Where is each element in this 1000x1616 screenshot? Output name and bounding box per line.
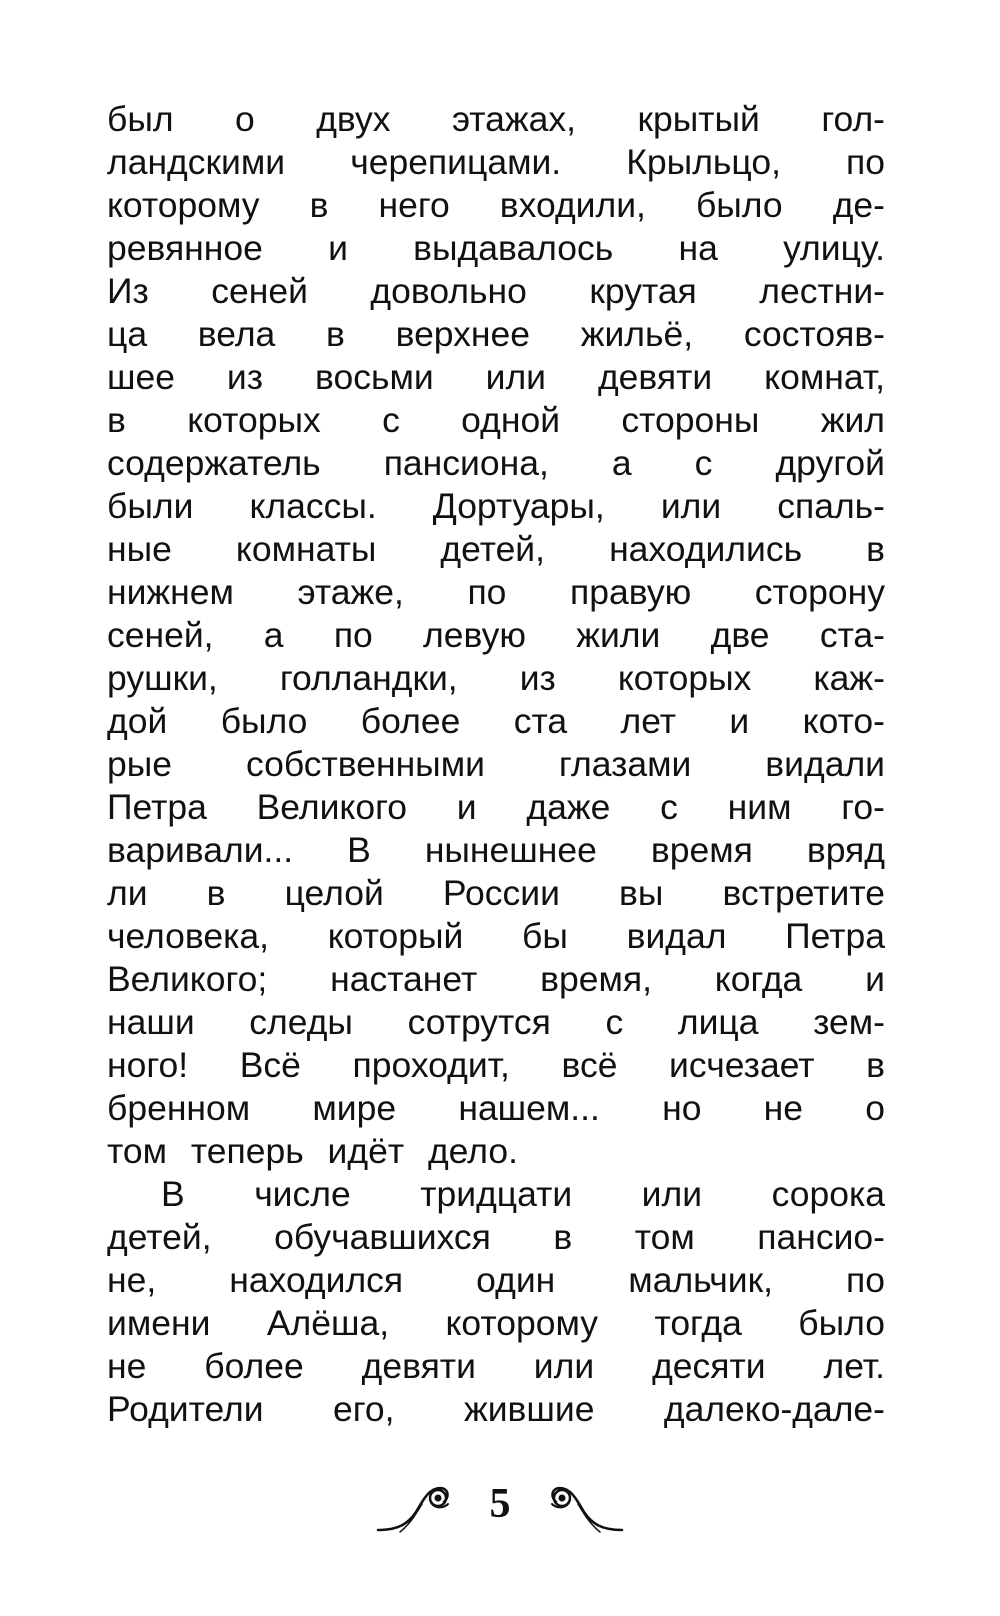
text-line: не более девяти или десяти лет. [107,1346,885,1386]
text-line: варивали... В нынешнее время вряд [107,830,885,870]
text-line: рушки, голландки, из которых каж- [107,658,885,698]
text-line: были классы. Дортуары, или спаль- [107,486,885,526]
text-line: наши следы сотрутся с лица зем- [107,1002,885,1042]
text-line: сеней, а по левую жили две ста- [107,615,885,655]
text-line: ревянное и выдавалось на улицу. [107,228,885,268]
text-line: дой было более ста лет и кото- [107,701,885,741]
text-line: в которых с одной стороны жил [107,400,885,440]
text-line: детей, обучавшихся в том пансио- [107,1217,885,1257]
text-line: ные комнаты детей, находились в [107,529,885,569]
text-line: ландскими черепицами. Крыльцо, по [107,142,885,182]
page-number: 5 [489,1481,511,1527]
text-line: ли в целой России вы встретите [107,873,885,913]
text-line: содержатель пансиона, а с другой [107,443,885,483]
text-line: Петра Великого и даже с ним го- [107,787,885,827]
text-line: не, находился один мальчик, по [107,1260,885,1300]
page-folio [376,1474,624,1544]
text-line: имени Алёша, которому тогда было [107,1303,885,1343]
text-line: шее из восьми или девяти комнат, [107,357,885,397]
text-line: Родители его, жившие далеко-дале- [107,1389,885,1429]
text-line: которому в него входили, было де- [107,185,885,225]
text-line: ного! Всё проходит, всё исчезает в [107,1045,885,1085]
text-line: В числе тридцати или сорока [161,1174,885,1214]
body-text [107,98,885,1431]
text-line: том теперь идёт дело. [107,1131,518,1171]
text-line: нижнем этаже, по правую сторону [107,572,885,612]
text-line: Великого; настанет время, когда и [107,959,885,999]
text-line: был о двух этажах, крытый гол- [107,99,885,139]
text-line: рые собственными глазами видали [107,744,885,784]
text-line: ца вела в верхнее жильё, состояв- [107,314,885,354]
text-line: Из сеней довольно крутая лестни- [107,271,885,311]
text-line: бренном мире нашем... но не о [107,1088,885,1128]
text-line: человека, который бы видал Петра [107,916,885,956]
